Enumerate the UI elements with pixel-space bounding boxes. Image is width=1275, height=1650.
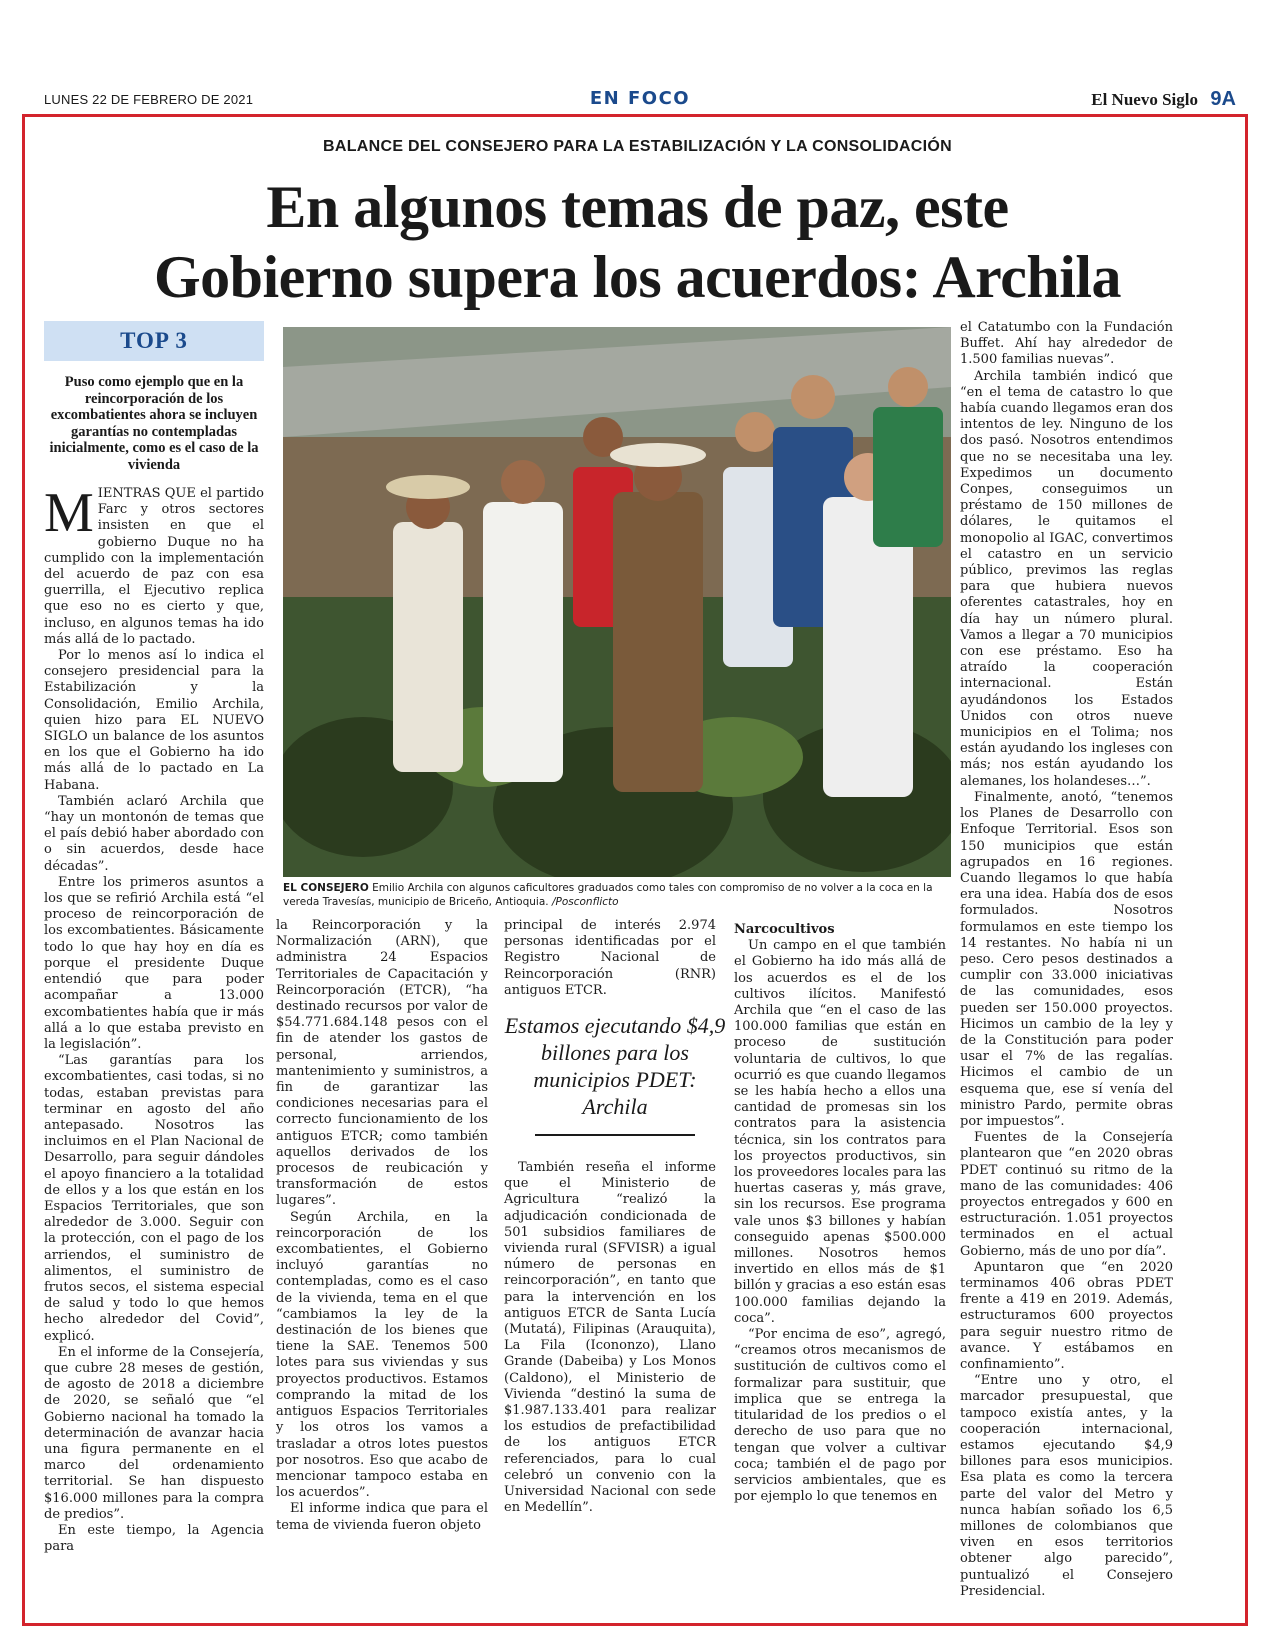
paragraph: Fuentes de la Consejería plantearon que “en 2020 obras PDET continuó su ritmo de la mano de las comunidades: 406 proyectos entregados y 600 en estructuración. 1.051 proyectos terminados en el actual Gobierno, más de uno por día”.	[960, 1130, 1173, 1259]
newspaper-brand: El Nuevo Siglo	[1091, 90, 1198, 109]
text-column-4	[734, 922, 946, 1505]
headline-line-1: En algunos temas de paz, este	[266, 174, 1009, 240]
paragraph: Un campo en el que también el Gobierno ha ido más allá de los acuerdos es el de los cultivos ilícitos. Manifestó Archila que “en el caso de las 100.000 familias que están en proceso de sustitución voluntaria de cultivos, lo que ocurrió es que cuando llegamos se les había hecho a ellos una cantidad de promesas sin los contratos para la asistencia técnica, sin los contratos para los proyectos productivos, sin los proveedores locales para las huertas caseras y, más grave, sin los recursos. Ese programa vale unos $3 billones y habían conseguido apenas $500.000 millones. Nosotros hemos invertido en ellos más de $1 billón y gracias a eso están esas 100.000 familias dejando la coca”.	[734, 938, 946, 1326]
text-column-3	[504, 918, 716, 999]
paragraph: principal de interés 2.974 personas identificadas por el Registro Nacional de Reincorporación (RNR) antiguos ETCR.	[504, 918, 716, 998]
article-photo	[283, 327, 951, 877]
caption-label: EL CONSEJERO	[283, 882, 369, 894]
section-label: EN FOCO	[589, 88, 691, 109]
dropcap-paragraph-text: IENTRAS QUE el partido Farc y otros sectores insisten en que el gobierno Duque no ha cumplido con la implementación del acuerdo de paz con esa guerrilla, el Ejecutivo replica que eso no es cierto y que, incluso, en algunos temas ha ido más allá de lo pactado.	[44, 486, 264, 647]
top3-label: TOP 3	[44, 321, 264, 361]
photo-credit: /Posconflicto	[548, 896, 619, 908]
paragraph: la Reincorporación y la Normalización (ARN), que administra 24 Espacios Territoriales de Capacitación y Reincorporación (ETCR), “ha destinado recursos por valor de $54.771.684.148 pesos con el fin de atender los gastos de personal, arriendos, mantenimiento y suministros, a fin de garantizar las condiciones necesarias para el correcto funcionamiento de los antiguos ETCR; como también aquellos derivados de los procesos de reubicación y transformación de estos lugares”.	[276, 918, 488, 1209]
caption-text: Emilio Archila con algunos caficultores graduados como tales con compromiso de no volver a la coca en la vereda Travesías, municipio de Briceño, Antioquia.	[283, 882, 933, 908]
photo-caption	[283, 881, 951, 909]
paragraph: También aclaró Archila que “hay un montonón de temas que el país debió haber abordado con o sin acuerdos, desde hace décadas”.	[44, 793, 264, 874]
paragraph: El informe indica que para el tema de vivienda fueron objeto	[276, 1501, 488, 1533]
paragraph: “Entre uno y otro, el marcador presupuestal, que tampoco existía antes, y la cooperación internacional, estamos ejecutando $4,9 billones para esos municipios. Esa plata es como la tercera parte del valor del Metro y nunca habían soñado los 6,5 millones de colombianos que viven en esos territorios obtener algo parecido”, puntualizó el Consejero Presidencial.	[960, 1373, 1173, 1599]
subhead-narcocultivos: Narcocultivos	[734, 922, 835, 937]
text-column-3b	[504, 1160, 716, 1516]
pull-quote-rule	[535, 1134, 695, 1136]
text-column-1	[44, 482, 264, 1555]
article-deck: Puso como ejemplo que en la reincorporación de los excombatientes ahora se incluyen garantías no contempladas inicialmente, como es el caso de la vivienda	[49, 374, 259, 473]
paragraph: También reseña el informe que el Ministerio de Agricultura “realizó la adjudicación condicionada de 501 subsidios familiares de vivienda rural (SFVISR) a igual número de personas en reincorporación”, en tanto que para la intervención en los antiguos ETCR de Santa Lucía (Mutatá), Filipinas (Arauquita), La Fila (Icononzo), Llano Grande (Dabeiba) y Los Monos (Caldono), el Ministerio de Vivienda “destinó la suma de $1.987.133.401 para realizar los estudios de prefactibilidad de los antiguos ETCR referenciados, para lo cual celebró un convenio con la Universidad Nacional con sede en Medellín”.	[504, 1160, 716, 1516]
headline-line-2: Gobierno supera los acuerdos: Archila	[153, 244, 1122, 310]
issue-date: LUNES 22 DE FEBRERO DE 2021	[44, 92, 254, 107]
paragraph: Apuntaron que “en 2020 terminamos 406 obras PDET frente a 419 en 2019. Además, estructuramos 600 proyectos para seguir nuestro ritmo de avance. Y estábamos en confinamiento”.	[960, 1259, 1173, 1372]
paragraph	[44, 482, 264, 648]
page-number: 9A	[1210, 88, 1236, 110]
paragraph: el Catatumbo con la Fundación Buffet. Ahí hay alrededor de 1.500 familias nuevas”.	[960, 320, 1173, 368]
paragraph: Entre los primeros asuntos a los que se refirió Archila está “el proceso de reincorporación de los excombatientes. Básicamente todo lo que hay hoy en día es porque el presidente Duque entendió que para poder acompañar a 13.000 excombatientes había que ir más allá a lo que estaba previsto en la legislación”.	[44, 874, 264, 1052]
paragraph: En este tiempo, la Agencia para	[44, 1523, 264, 1555]
photo-illustration	[283, 327, 951, 877]
text-column-2	[276, 918, 488, 1534]
kicker: BALANCE DEL CONSEJERO PARA LA ESTABILIZACIÓN Y LA CONSOLIDACIÓN	[322, 138, 952, 155]
paragraph: Por lo menos así lo indica el consejero presidencial para la Estabilización y la Consolidación, Emilio Archila, quien hizo para EL NUEVO SIGLO un balance de los asuntos en los que el Gobierno ha ido más allá de lo pactado en La Habana.	[44, 648, 264, 793]
paragraph: Según Archila, en la reincorporación de los excombatientes, el Gobierno incluyó garantías no contempladas, como es el caso de la vivienda, tema en el que “cambiamos la ley de la destinación de los bienes que tiene la SAE. Tenemos 500 lotes para sus viviendas y sus proyectos productivos. Estamos comprando la mitad de los antiguos Espacios Territoriales y los otros los vamos a trasladar a otros lotes puestos por nosotros. Eso que acabo de mencionar tampoco estaba en los acuerdos”.	[276, 1209, 488, 1501]
paragraph: “Por encima de eso”, agregó, “creamos otros mecanismos de sustitución de cultivos como el formalizar para sustituir, que implica que se entrega la titularidad de los predios o el derecho de uso para que no tengan que volver a cultivar coca; también el de pago por servicios ambientales, que es por ejemplo lo que tenemos en	[734, 1327, 946, 1505]
paragraph: En el informe de la Consejería, que cubre 28 meses de gestión, de agosto de 2018 a diciembre de 2020, se señaló que “el Gobierno nacional ha tomado la determinación de avanzar hacia una figura permanente en el marco del ordenamiento territorial. Se han dispuesto $16.000 millones para la compra de predios”.	[44, 1344, 264, 1522]
text-column-5	[960, 320, 1173, 1600]
paragraph: Archila también indicó que “en el tema de catastro lo que había cuando llegamos eran dos intentos de ley. Ninguno de los dos pasó. Nosotros entendimos que no se necesitaba una ley. Expedimos un documento Conpes, conseguimos un préstamo de 150 millones de dólares, le quitamos el monopolio al IGAC, convertimos el catastro en un servicio público, previmos las reglas para que hubiera nuevos oferentes catastrales, hoy en día hay un número plural. Vamos a llegar a 70 municipios con ese préstamo. Eso ha atraído la cooperación internacional. Están ayudándonos los Estados Unidos con otros nueve municipios en el Tolima; nos están ayudando los ingleses con más; nos están ayudando los alemanes, los holandeses…”.	[960, 368, 1173, 789]
headline	[60, 172, 1215, 312]
pull-quote: Estamos ejecutando $4,9 billones para los municipios PDET: Archila	[504, 1013, 726, 1119]
page-header	[44, 88, 1236, 114]
paragraph: “Las garantías para los excombatientes, casi todas, si no todas, estaban previstas para terminar en agosto del año antepasado. Nosotros las incluimos en el Plan Nacional de Desarrollo, para seguir dándoles el apoyo financiero a la totalidad de ellos y a los que están en los Espacios Territoriales, que son alrededor de 3.000. Seguir con la protección, con el pago de los arriendos, el suministro de alimentos, el suministro de frutos secos, el sistema especial de salud y todo lo que hemos hecho alrededor del Covid”, explicó.	[44, 1053, 264, 1344]
drop-cap: M	[44, 482, 94, 544]
paragraph: Finalmente, anotó, “tenemos los Planes de Desarrollo con Enfoque Territorial. Esos son 150 municipios que están agrupados en 16 regiones. Cuando llegamos lo que había era una idea. Había dos de esos formulados. Nosotros formulamos en este tiempo los 14 restantes. No había ni un peso. Cero pesos destinados a cumplir con 33.000 iniciativas de las comunidades, esos pueden ser 150.000 proyectos. Hicimos un cambio de la ley y de la Constitución para poder usar el 7% de las regalías. Hicimos el cambio de un esquema que, ese sí venía del ministro Pardo, permite obras por impuestos”.	[960, 789, 1173, 1129]
